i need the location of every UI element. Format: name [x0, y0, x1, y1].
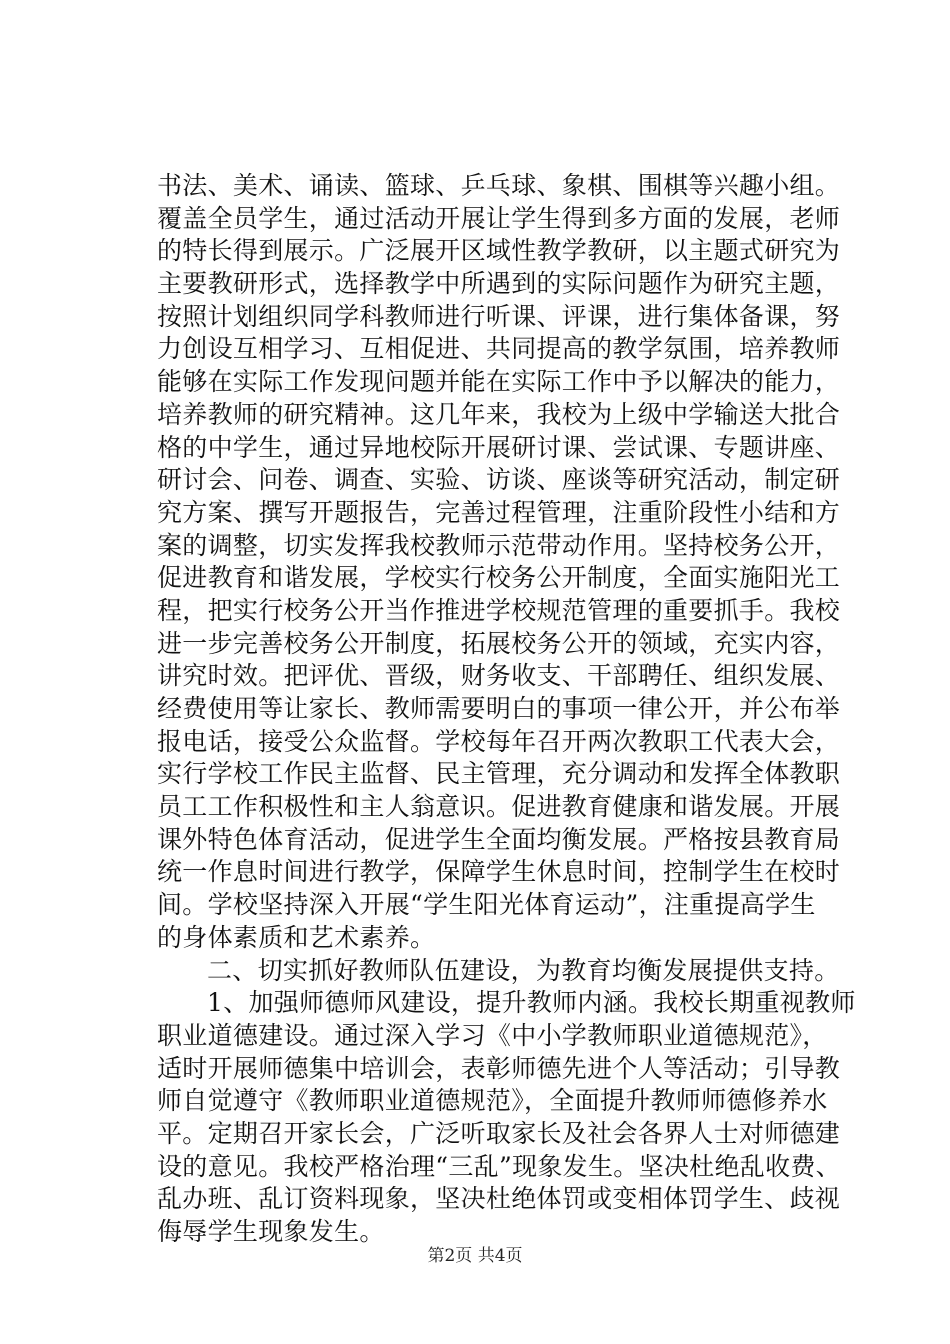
text-line: 乱办班、乱订资料现象，坚决杜绝体罚或变相体罚学生、歧视	[157, 1184, 841, 1214]
text-line: 课外特色体育活动，促进学生全面均衡发展。严格按县教育局	[157, 824, 841, 854]
text-line: 师自觉遵守《教师职业道德规范》，全面提升教师师德修养水	[157, 1086, 828, 1116]
text-line: 统一作息时间进行教学，保障学生休息时间，控制学生在校时	[157, 857, 841, 887]
text-line: 培养教师的研究精神。这几年来，我校为上级中学输送大批合	[157, 399, 841, 429]
text-line: 适时开展师德集中培训会，表彰师德先进个人等活动；引导教	[157, 1053, 841, 1083]
text-line: 侮辱学生现象发生。	[157, 1217, 385, 1246]
text-line: 讲究时效。把评优、晋级，财务收支、干部聘任、组织发展、	[157, 661, 841, 691]
text-line: 1、加强师德师风建设，提升教师内涵。我校长期重视教师	[207, 988, 856, 1018]
text-line: 平。定期召开家长会，广泛听取家长及社会各界人士对师德建	[157, 1118, 841, 1148]
text-line: 主要教研形式，选择教学中所遇到的实际问题作为研究主题，	[157, 269, 841, 299]
text-line: 力创设互相学习、互相促进、共同提高的教学氛围，培养教师	[157, 334, 841, 364]
text-line: 间。学校坚持深入开展“学生阳光体育运动”，注重提高学生	[157, 890, 816, 920]
text-line: 报电话，接受公众监督。学校每年召开两次教职工代表大会，	[157, 726, 841, 756]
text-line: 职业道德建设。通过深入学习《中小学教师职业道德规范》，	[157, 1020, 828, 1050]
text-line: 设的意见。我校严格治理“三乱”现象发生。坚决杜绝乱收费、	[157, 1151, 841, 1181]
text-line: 能够在实际工作发现问题并能在实际工作中予以解决的能力，	[157, 367, 841, 397]
text-line: 二、切实抓好教师队伍建设，为教育均衡发展提供支持。	[207, 955, 840, 985]
text-line: 书法、美术、诵读、篮球、乒乓球、象棋、围棋等兴趣小组。	[157, 171, 841, 200]
text-line: 按照计划组织同学科教师进行听课、评课，进行集体备课，努	[157, 301, 841, 331]
text-line: 格的中学生，通过异地校际开展研讨课、尝试课、专题讲座、	[157, 432, 841, 462]
text-line: 的特长得到展示。广泛展开区域性教学教研，以主题式研究为	[157, 236, 841, 266]
text-line: 究方案、撰写开题报告，完善过程管理，注重阶段性小结和方	[157, 497, 841, 527]
text-line: 案的调整，切实发挥我校教师示范带动作用。坚持校务公开，	[157, 530, 841, 560]
text-line: 促进教育和谐发展，学校实行校务公开制度，全面实施阳光工	[157, 563, 841, 593]
text-line: 进一步完善校务公开制度，拓展校务公开的领域，充实内容，	[157, 628, 841, 658]
document-body	[157, 170, 856, 1249]
text-line: 覆盖全员学生，通过活动开展让学生得到多方面的发展，老师	[157, 203, 841, 233]
text-line: 研讨会、问卷、调查、实验、访谈、座谈等研究活动，制定研	[157, 465, 841, 495]
text-line: 员工工作积极性和主人翁意识。促进教育健康和谐发展。开展	[157, 792, 841, 822]
text-line: 实行学校工作民主监督、民主管理，充分调动和发挥全体教职	[157, 759, 841, 789]
text-line: 经费使用等让家长、教师需要明白的事项一律公开，并公布举	[157, 694, 841, 723]
page-footer: 第2页 共4页	[427, 1246, 523, 1266]
text-line: 的身体素质和艺术素养。	[157, 922, 436, 952]
text-line: 程，把实行校务公开当作推进学校规范管理的重要抓手。我校	[157, 595, 841, 625]
